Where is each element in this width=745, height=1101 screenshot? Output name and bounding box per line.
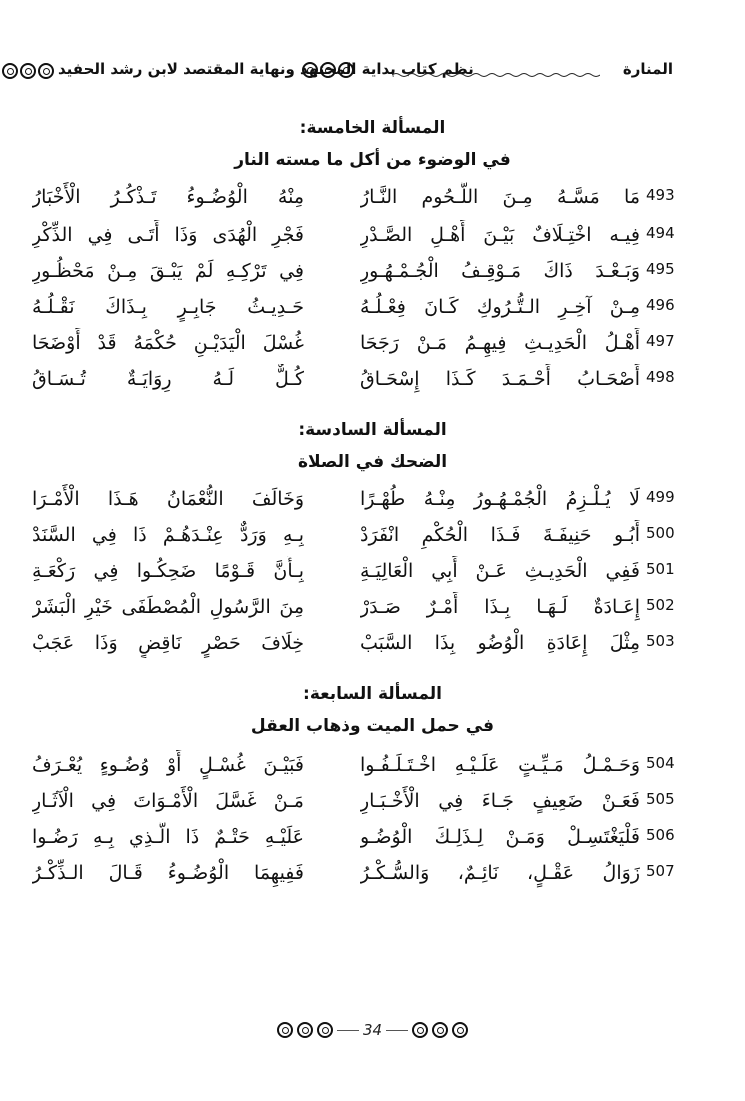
footer-rule: [386, 1030, 408, 1031]
verse-row: [0, 750, 745, 780]
rosette-icon: [20, 63, 36, 79]
verse-second-hemistich: كُـلٌّ لَـهُ رِوَايَـةٌ تُـسَـاقُ: [32, 368, 304, 390]
running-header: [0, 60, 745, 90]
verse-second-hemistich: فَبَيْـنَ غُسْـلٍ أَوْ وُضُـوءٍ يُعْـرَفُ: [32, 754, 304, 776]
verse-first-hemistich: لَا يُـلْـزِمُ الْجُمْـهُـورُ مِنْـهُ طُهْـرًا: [360, 488, 640, 510]
verse-first-hemistich: إِعَـادَةٌ لَـهَـا بِـذَا أَمْـرٌ صَـدَرْ: [360, 596, 640, 618]
verse-first-hemistich: أَهْـلُ الْحَدِيـثِ فِيهِـمُ مَـنْ رَجَحَا: [360, 332, 640, 354]
section-title: المسألة السادسة:: [298, 420, 447, 440]
page-footer: [0, 1018, 745, 1042]
verse-number: 500: [646, 524, 675, 542]
rosette-icon: [338, 62, 354, 78]
rosette-icon: [2, 63, 18, 79]
verse-first-hemistich: فِيـه اخْتِـلَافٌ بَيْـنَ أَهْـلِ الصَّـدْرِ: [360, 224, 640, 246]
verse-first-hemistich: فَعَـنْ ضَعِيفٍ جَـاءَ فِي الْأَخْـبَـارِ: [360, 790, 640, 812]
verse-number: 507: [646, 862, 675, 880]
verse-first-hemistich: مَا مَسَّـهُ مِـنَ اللُّـحُوم النَّـارُ: [360, 186, 640, 208]
header-book-title: نظم كتاب بداية المجتهد ونهاية المقتصد لابن رشد الحفيد: [58, 60, 474, 78]
verse-second-hemistich: مِنَ الرَّسُولِ الْمُصْطَفَى خَيْرِ الْبَشَرْ: [32, 596, 304, 618]
verse-row: [0, 328, 745, 358]
verse-second-hemistich: غُسْلَ الْيَدَيْـنِ حُكْمَهُ قَدْ أَوْضَحَا: [32, 332, 304, 354]
verse-row: [0, 520, 745, 550]
verse-row: [0, 292, 745, 322]
verse-row: [0, 822, 745, 852]
verse-first-hemistich: زَوَالُ عَقْـلٍ، نَائِـمٌ، وَالسُّـكْـرُ: [360, 862, 640, 884]
verse-number: 503: [646, 632, 675, 650]
verse-row: [0, 592, 745, 622]
section-subtitle: في الوضوء من أكل ما مسته النار: [234, 150, 511, 170]
verse-first-hemistich: فَلْيَغْتَسِـلْ وَمَـنْ لِـذَلِـكَ الْوُضُـو: [360, 826, 640, 848]
rosette-icon: [38, 63, 54, 79]
footer-rule: [337, 1030, 359, 1031]
verse-row: [0, 556, 745, 586]
rosette-icon: [302, 62, 318, 78]
verse-second-hemistich: فَفِيهِمَا الْوُضُـوءُ قَـالَ الـذِّكْـرُ: [32, 862, 304, 884]
verse-first-hemistich: وَحَـمْـلُ مَـيِّـتٍ عَلَـيْـهِ اخْـتَـلَـفُـوا: [360, 754, 640, 776]
verse-second-hemistich: فَجْرِ الْهُدَى وَذَا أَتَـى فِي الذِّكْرِ: [32, 224, 304, 246]
header-magazine-name: المنارة: [622, 60, 673, 78]
verse-number: 505: [646, 790, 675, 808]
verse-number: 501: [646, 560, 675, 578]
verse-row: [0, 364, 745, 394]
verse-second-hemistich: حَـدِيـثُ جَابِـرٍ بِـذَاكَ نَقْـلُـهُ: [32, 296, 304, 318]
section-subtitle: الضحك في الصلاة: [297, 452, 448, 472]
verse-row: [0, 256, 745, 286]
verse-number: 499: [646, 488, 675, 506]
rosette-icon: [317, 1022, 333, 1038]
verse-first-hemistich: وَبَـعْـدَ ذَاكَ مَـوْقِـفُ الْجُـمْـهُـورِ: [360, 260, 640, 282]
verse-number: 494: [646, 224, 675, 242]
rosette-icon: [412, 1022, 428, 1038]
verse-first-hemistich: أَصْحَـابُ أَحْـمَـدَ كَـذَا إِسْحَـاقُ: [360, 368, 640, 390]
verse-number: 495: [646, 260, 675, 278]
verse-second-hemistich: خِلَافَ حَصْرٍ نَاقِضٍ وَذَا عَجَبْ: [32, 632, 304, 654]
verse-second-hemistich: عَلَيْـهِ حَتْـمٌ ذَا الَّـذِي بِـهِ رَضُـوا: [32, 826, 304, 848]
verse-number: 497: [646, 332, 675, 350]
verse-first-hemistich: فَفِي الْحَدِيـثِ عَـنْ أَبِي الْعَالِيَـةِ: [360, 560, 640, 582]
verse-second-hemistich: بِـأَنَّ قَـوْمًا ضَحِكُـوا فِي رَكْعَـةِ: [32, 560, 304, 582]
verse-second-hemistich: وَخَالَفَ النُّعْمَانُ هَـذَا الْأَمْـرَا: [32, 488, 304, 510]
verse-number: 496: [646, 296, 675, 314]
verse-second-hemistich: مِنْهُ الْوُضُـوءُ تَـذْكُـرُ الْأَخْبَارُ: [32, 186, 304, 208]
verse-number: 502: [646, 596, 675, 614]
verse-first-hemistich: أَبُـو حَنِيفَـةَ فَـذَا الْحُكْمِ انْفَرَدْ: [360, 524, 640, 546]
rosette-icon: [277, 1022, 293, 1038]
rosette-icon: [297, 1022, 313, 1038]
verse-row: [0, 220, 745, 250]
verse-number: 504: [646, 754, 675, 772]
section-title: المسألة الخامسة:: [299, 118, 446, 138]
verse-row: [0, 858, 745, 888]
rosette-icon: [320, 62, 336, 78]
header-wave-divider: [392, 72, 600, 78]
verse-first-hemistich: مِـنْ آخِـرِ الـتُّـرُوكِ كَـانَ فِعْـلُـهُ: [360, 296, 640, 318]
verse-second-hemistich: فِي تَرْكِـهِ لَمْ يَبْـقَ مِـنْ مَحْظُـورِ: [32, 260, 304, 282]
section-subtitle: في حمل الميت وذهاب العقل: [250, 716, 495, 736]
verse-row: [0, 628, 745, 658]
rosette-icon: [432, 1022, 448, 1038]
header-ornament-icon: [2, 60, 54, 82]
rosette-icon: [452, 1022, 468, 1038]
verse-number: 506: [646, 826, 675, 844]
section-title: المسألة السابعة:: [303, 684, 442, 704]
verse-row: [0, 786, 745, 816]
verse-first-hemistich: مِثْلَ إِعَادَةِ الْوُضُو بِذَا السَّبَبْ: [360, 632, 640, 654]
verse-second-hemistich: بِـهِ وَرَدٌّ عِنْـدَهُـمْ ذَا فِي السَّنَدْ: [32, 524, 304, 546]
verse-number: 498: [646, 368, 675, 386]
verse-row: [0, 484, 745, 514]
verse-second-hemistich: مَـنْ غَسَّلَ الْأَمْـوَاتَ فِي الْآثَـارِ: [32, 790, 304, 812]
verse-number: 493: [646, 186, 675, 204]
page-number: 34: [362, 1021, 383, 1039]
verse-row: [0, 182, 745, 212]
